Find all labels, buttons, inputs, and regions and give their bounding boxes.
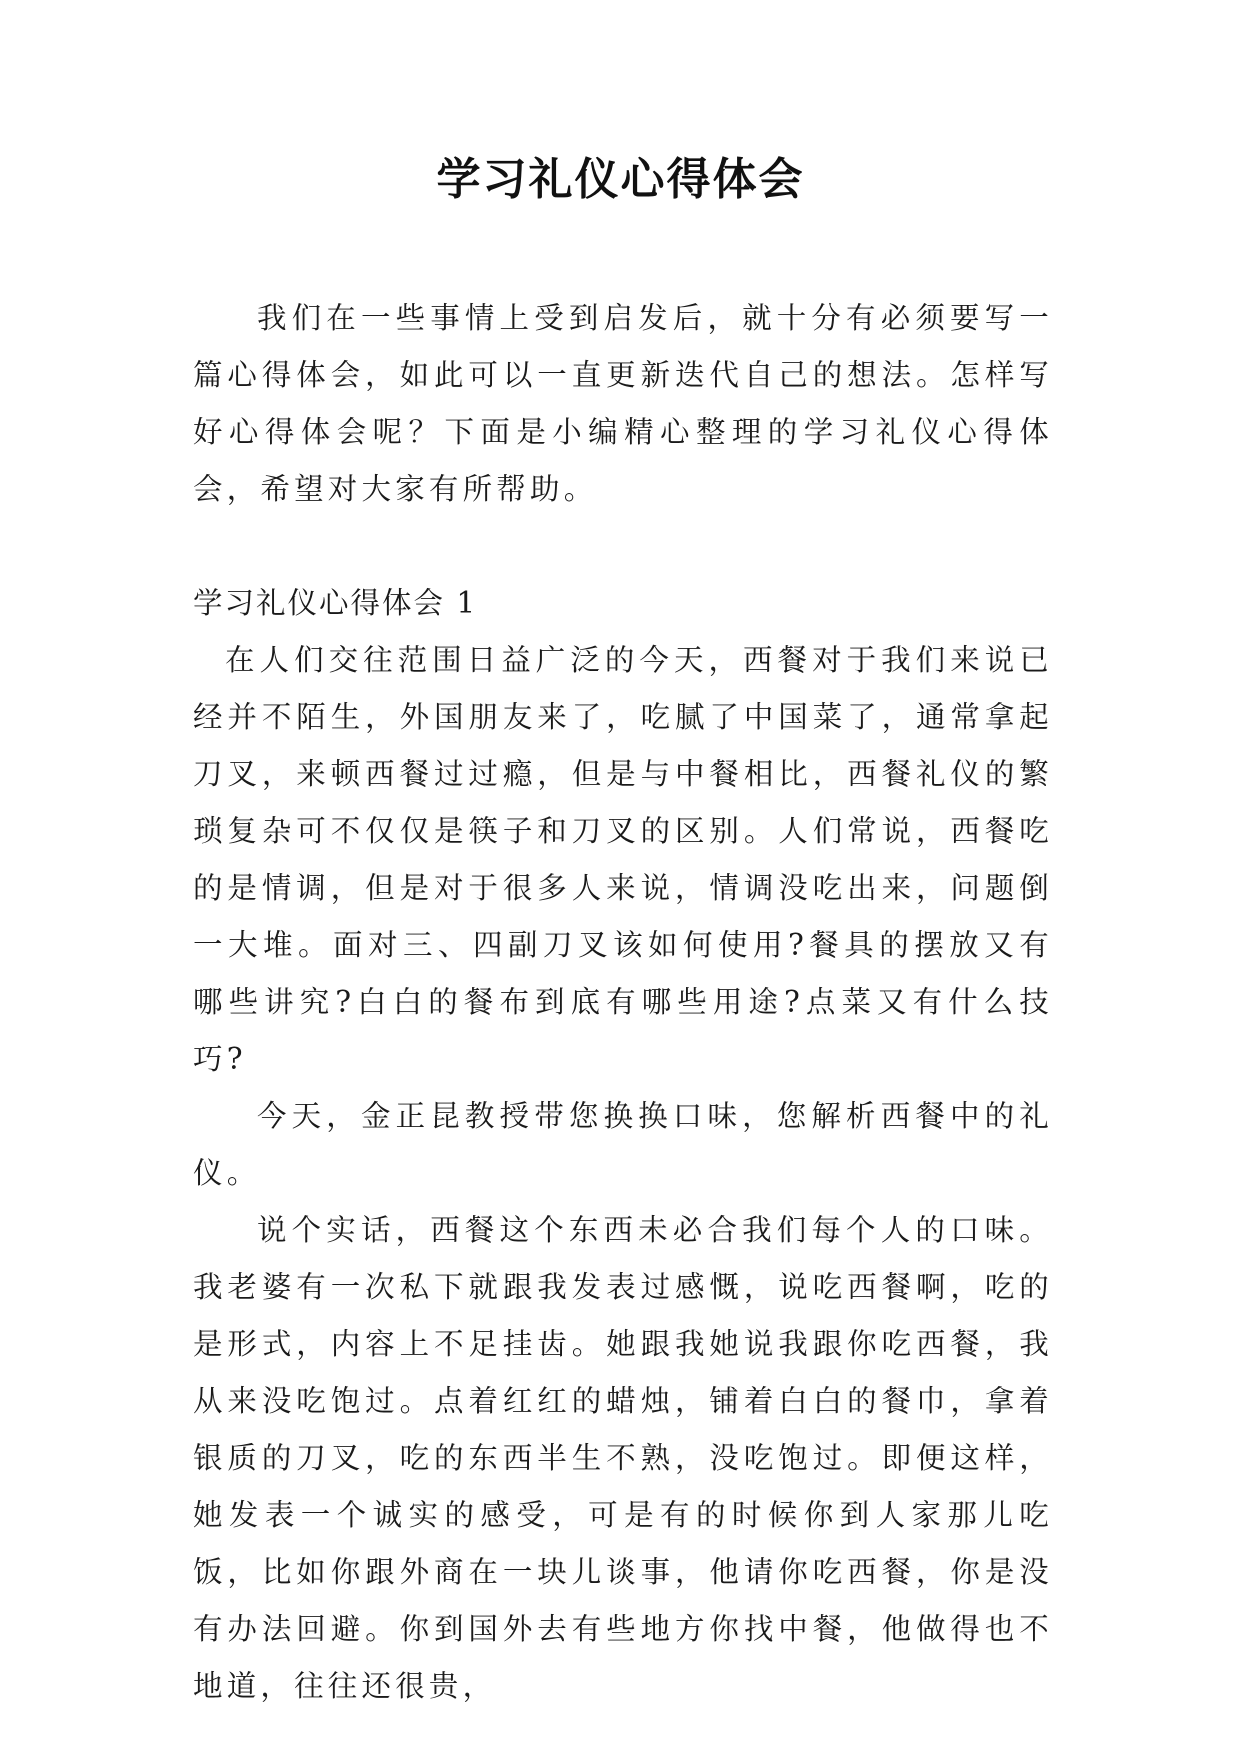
document-title: 学习礼仪心得体会 <box>436 154 805 205</box>
body-paragraph-3: 说个实话，西餐这个东西未必合我们每个人的口味。我老婆有一次私下就跟我发表过感慨，说吃西餐啊，吃的是形式，内容上不足挂齿。她跟我她说我跟你吃西餐，我从来没吃饱过。点着红红的蜡烛，铺着白白的餐巾，拿着银质的刀叉，吃的东西半生不熟，没吃饱过。即便这样，她发表一个诚实的感受，可是有的时候你到人家那儿吃饭，比如你跟外商在一块儿谈事，他请你吃西餐，你是没有办法回避。你到国外去有些地方你找中餐，他做得也不地道，往往还很贵， <box>193 1213 1053 1703</box>
body-paragraph-1: 在人们交往范围日益广泛的今天，西餐对于我们来说已经并不陌生，外国朋友来了，吃腻了中国菜了，通常拿起刀叉，来顿西餐过过瘾，但是与中餐相比，西餐礼仪的繁琐复杂可不仅仅是筷子和刀叉的区别。人们常说，西餐吃的是情调，但是对于很多人来说，情调没吃出来，问题倒一大堆。面对三、四副刀叉该如何使用?餐具的摆放又有哪些讲究?白白的餐布到底有哪些用途?点菜又有什么技巧? <box>193 643 1053 1076</box>
intro-paragraph: 我们在一些事情上受到启发后，就十分有必须要写一篇心得体会，如此可以一直更新迭代自己的想法。怎样写好心得体会呢？下面是小编精心整理的学习礼仪心得体会，希望对大家有所帮助。 <box>193 301 1053 506</box>
document-body <box>193 290 1053 1715</box>
section-heading: 学习礼仪心得体会 1 <box>193 586 478 620</box>
body-paragraph-2: 今天，金正昆教授带您换换口味，您解析西餐中的礼仪。 <box>193 1099 1053 1190</box>
